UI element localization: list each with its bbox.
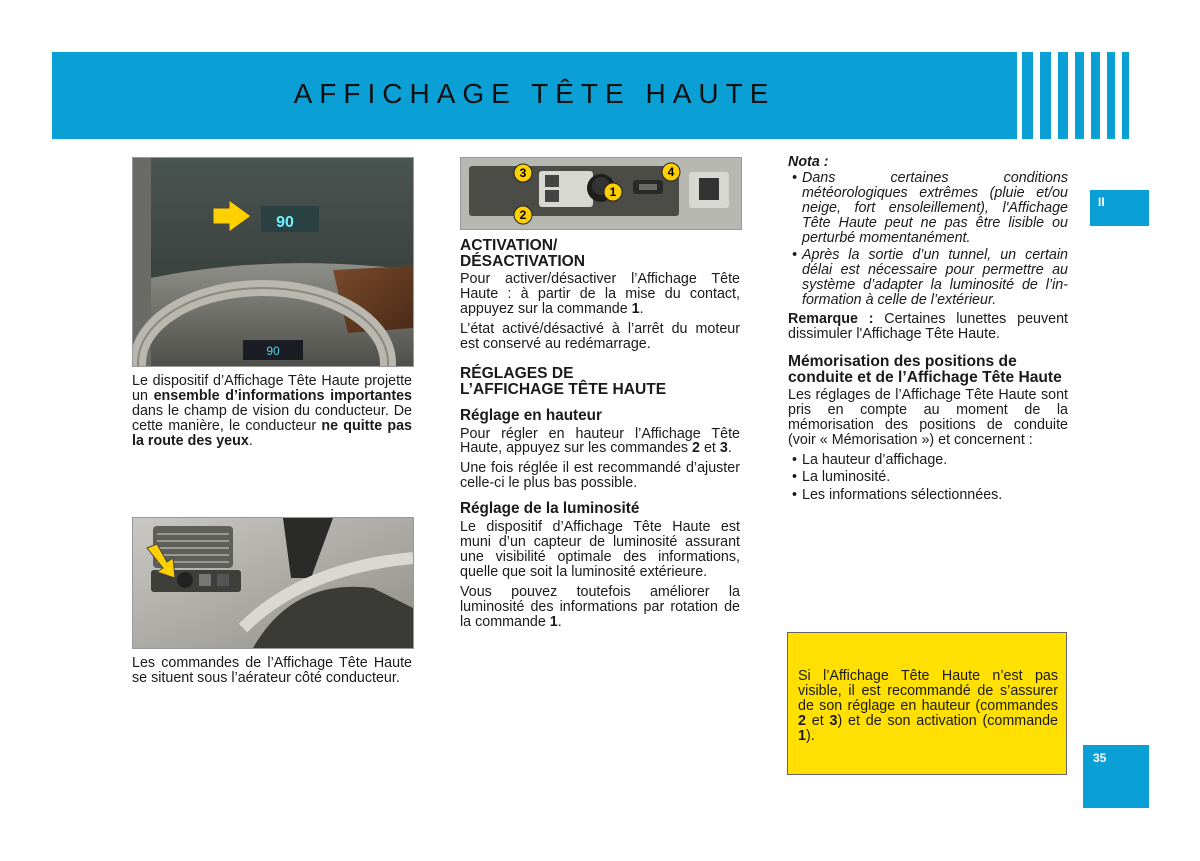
subsection-height-title: Réglage en hauteur	[460, 406, 602, 424]
right-column: Nota : • Dans certaines conditions météorologiques extrêmes (pluie et/ou neige, fort ensoleillement), l'Affichage Tête Haute peut ne pas être lisible ou perturbé momentanément. • Après la sortie d’un tunnel, un certain délai est nécessaire pour permettre au système d’adapter la luminosité de l’information à celle de l’extérieur. Remarque : Certaines lunettes peuvent dissimuler l'Affichage Tête Haute. Mémorisation des positions de conduite et de l’Affichage Tête Haute Les réglages de l’Affichage Tête Haute sont pris en compte au moment de la mémorisation des positions de conduite (voir « Mémorisation ») et concernent : • La hauteur d’affichage. • La luminosité. • Les informations sélectionnées.	[788, 154, 1069, 504]
banner-stripe	[1022, 52, 1033, 139]
banner-stripe	[1040, 52, 1051, 139]
banner-stripe	[1091, 52, 1100, 139]
banner-stripe	[1107, 52, 1115, 139]
nota-label: Nota :	[788, 154, 829, 170]
caption-hud: Le dispositif d’Affichage Tête Haute projette un ensemble d’informations importantes dans le champ de vision du conducteur. De cette manière, le conducteur ne quitte pas la route des yeux.	[132, 373, 412, 449]
header-banner	[52, 52, 1017, 139]
list-item: • Après la sortie d’un tunnel, un certain délai est nécessaire pour permettre au système d’adapter la luminosité de l’information à celle de l’extérieur.	[792, 247, 1068, 309]
remarque: Remarque : Certaines lunettes peuvent dissimuler l'Affichage Tête Haute.	[788, 311, 1069, 342]
section-settings-title: RÉGLAGES DE L’AFFICHAGE TÊTE HAUTE	[460, 364, 667, 398]
banner-stripe	[1058, 52, 1068, 139]
hud-speed-readout: 90	[276, 214, 294, 231]
callout-3: 3	[519, 166, 527, 180]
controls-closeup-photo	[460, 157, 742, 230]
memo-list	[788, 453, 1068, 504]
banner-stripe	[1122, 52, 1129, 139]
nota-list	[788, 171, 1068, 308]
list-item: • Dans certaines conditions météorologiques extrêmes (pluie et/ou neige, fort ensoleillement), l'Affichage Tête Haute peut ne pas être lisible ou perturbé momentanément.	[792, 169, 1068, 246]
chapter-label: II	[1098, 195, 1105, 209]
dashboard-hud-photo	[132, 157, 414, 367]
cluster-speed-readout: 90	[266, 344, 280, 358]
section-activation-title: ACTIVATION/ DÉSACTIVATION	[460, 237, 586, 270]
list-item: • La hauteur d’affichage.	[792, 451, 948, 468]
callout-1: 1	[609, 185, 617, 199]
subsection-brightness-title: Réglage de la luminosité	[460, 500, 640, 518]
chapter-tab	[1090, 190, 1149, 226]
page-title: AFFICHAGE TÊTE HAUTE	[293, 78, 776, 109]
controls-location-photo	[132, 517, 414, 649]
callout-2: 2	[519, 208, 527, 222]
callout-4: 4	[667, 165, 675, 179]
list-item: • Les informations sélectionnées.	[792, 487, 1003, 504]
memorisation-title: Mémorisation des positions de conduite et de l’Affichage Tête Haute	[788, 352, 1062, 386]
list-item: • La luminosité.	[792, 469, 891, 486]
banner-stripe	[1075, 52, 1084, 139]
page-number: 35	[1093, 751, 1107, 765]
middle-column: ACTIVATION/ DÉSACTIVATION Pour activer/désactiver l’Affichage Tête Haute : à partir de la mise du contact, appuyez sur la commande 1. L’état activé/désactivé à l’arrêt du moteur est conservé au redémarrage. RÉGLAGES DE L’AFFICHAGE TÊTE HAUTE Réglage en hauteur Pour régler en hauteur l’Affichage Tête Haute, appuyez sur les commandes 2 et 3. Une fois réglée il est recommandé d’ajuster celle-ci le plus bas possible. Réglage de la luminosité Le dispositif d’Affichage Tête Haute est muni d’un capteur de luminosité assurant une visibilité optimale des informations, quelle que soit la luminosité extérieure. Vous pouvez toutefois améliorer la luminosité des informations par rotation de la commande 1.	[460, 237, 740, 630]
visibility-note-box: Si l’Affichage Tête Haute n’est pas visible, il est recommandé de s’assurer de son réglage en hauteur (commandes 2 et 3) et de son activation (commande 1).	[787, 632, 1067, 775]
caption-controls: Les commandes de l’Affichage Tête Haute se situent sous l’aérateur côté conducteur.	[132, 655, 412, 686]
page-number-box	[1083, 745, 1149, 808]
